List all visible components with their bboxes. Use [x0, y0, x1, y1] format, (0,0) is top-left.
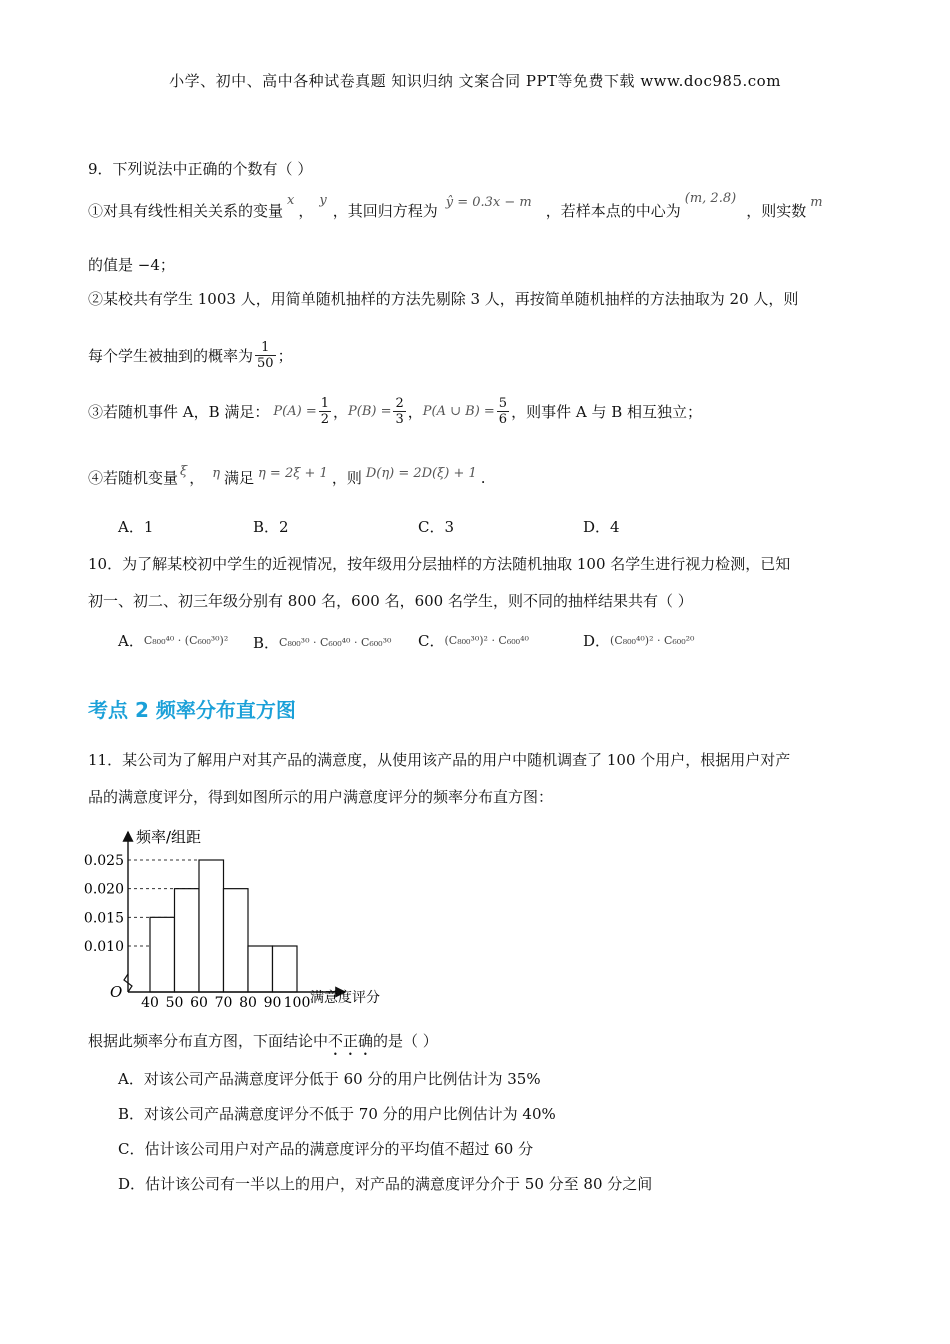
q10-line-2: 初一、初二、初三年级分别有 800 名，600 名，600 名学生，则不同的抽样结果共有（ ） [88, 592, 693, 610]
q10-option-c[interactable] [418, 630, 529, 651]
q10-option-a[interactable] [118, 630, 228, 651]
y-tick-label: 0.015 [83, 910, 124, 927]
combination-expression: (C₈₀₀³⁰)² · C₆₀₀⁴⁰ [444, 634, 529, 647]
regression-equation: ŷ = 0.3x − m [445, 195, 532, 210]
histogram-bar-50-60 [175, 889, 200, 992]
variance-equation: D(η) = 2D(ξ) + 1 [365, 466, 477, 481]
pu-fraction [497, 396, 509, 427]
x-tick-label: 40 [141, 995, 159, 1011]
q11-option-a[interactable]: A．对该公司产品满意度评分低于 60 分的用户比例估计为 35% [118, 1070, 541, 1088]
histogram-bar-40-50 [150, 917, 175, 992]
q11-line-2: 品的满意度评分，得到如图所示的用户满意度评分的频率分布直方图： [88, 788, 554, 806]
y-axis-label: 频率/组距 [136, 828, 202, 846]
q9-option-a[interactable]: A．1 [118, 518, 154, 536]
pb-label: P(B) = [348, 404, 392, 419]
s1-text-b: ，其回归方程为 [332, 202, 438, 220]
histogram-bar-90-100 [273, 946, 298, 992]
q9-statement-3 [88, 396, 702, 427]
x-tick-label: 80 [239, 995, 257, 1011]
s4-text-b: 满足 [224, 469, 255, 487]
combination-expression: C₈₀₀⁴⁰ · (C₆₀₀³⁰)² [143, 634, 229, 647]
q11-prompt [88, 1030, 438, 1059]
x-tick-label: 90 [263, 995, 282, 1011]
s4-text-c: ，则 [331, 469, 362, 487]
page-header[interactable]: 小学、初中、高中各种试卷真题 知识归纳 文案合同 PPT等免费下载 www.doc985.com [169, 72, 781, 90]
sample-center: (m, 2.8) [684, 191, 737, 206]
q10-option-b[interactable] [253, 632, 391, 653]
pu-den: 6 [498, 412, 508, 427]
q11-option-b[interactable]: B．对该公司产品满意度评分不低于 70 分的用户比例估计为 40% [118, 1105, 556, 1123]
histogram-bar-80-90 [248, 946, 273, 992]
pb-num: 2 [395, 396, 404, 411]
q9-statement-1 [88, 191, 823, 221]
s3-sep-2: ， [407, 403, 423, 421]
s1-text-c: ，若样本点的中心为 [545, 202, 681, 220]
x-axis-label: 满意度评分 [310, 990, 380, 1006]
fraction-denominator: 50 [257, 356, 274, 371]
s2-end: ； [277, 347, 293, 365]
q11-option-c[interactable]: C．估计该公司用户对产品的满意度评分的平均值不超过 60 分 [118, 1140, 534, 1158]
x-tick-label: 100 [283, 995, 311, 1011]
histogram-bar-70-80 [224, 889, 249, 992]
option-letter: A． [118, 632, 144, 650]
option-letter: D． [583, 632, 611, 650]
q9-option-c[interactable]: C．3 [418, 518, 455, 536]
s3-end: ，则事件 A 与 B 相互独立； [511, 403, 703, 421]
q11-line-1: 11．某公司为了解用户对其产品的满意度，从使用该产品的用户中随机调查了 100 个用户，根据用户对产 [88, 751, 791, 769]
fraction-numerator: 1 [255, 340, 276, 356]
q10-option-d[interactable] [583, 630, 694, 651]
y-tick-label: 0.025 [83, 853, 124, 869]
var-xi: ξ [180, 464, 188, 479]
y-tick-label: 0.020 [83, 881, 124, 898]
pa-num: 1 [320, 396, 329, 411]
pa-den: 2 [320, 412, 329, 427]
q9-option-d[interactable]: D．4 [583, 518, 620, 536]
s4-end: . [480, 469, 486, 487]
q9-statement-4 [88, 464, 486, 488]
histogram-bar-60-70 [199, 860, 224, 992]
prompt-text-b: 的是（ ） [373, 1032, 438, 1050]
pa-label: P(A) = [273, 404, 317, 419]
var-x: x [287, 193, 295, 208]
x-tick-label: 60 [190, 995, 208, 1011]
q9-option-b[interactable]: B．2 [253, 518, 289, 536]
q9-statement-2b [88, 340, 293, 371]
s1-text-d: ，则实数 [746, 202, 807, 220]
q10-line-1: 10．为了解某校初中学生的近视情况，按年级用分层抽样的方法随机抽取 100 名学生进行视力检测，已知 [88, 555, 791, 573]
var-y: y [319, 193, 327, 208]
prompt-text-a: 根据此频率分布直方图，下面结论中 [88, 1032, 329, 1050]
s3-sep-1: ， [333, 403, 349, 421]
pu-label: P(A ∪ B) = [422, 404, 495, 419]
pb-fraction [393, 396, 405, 427]
pa-fraction [319, 396, 331, 427]
y-tick-label: 0.010 [83, 939, 124, 955]
option-letter: B． [253, 634, 280, 652]
prob-fraction [255, 340, 276, 371]
s3-text-a: ③若随机事件 A，B 满足： [88, 403, 270, 421]
s4-text-a: ④若随机变量 [88, 469, 179, 487]
s4-comma: ， [189, 469, 205, 487]
x-tick-label: 70 [214, 995, 233, 1011]
frequency-histogram [83, 822, 420, 1012]
x-tick-label: 50 [165, 995, 184, 1011]
s2-text-b: 每个学生被抽到的概率为 [88, 347, 254, 365]
pb-den: 3 [395, 412, 404, 427]
emphasis-text: 不正确 [328, 1032, 374, 1050]
option-letter: C． [418, 632, 445, 650]
s1-comma: ， [298, 202, 314, 220]
q11-option-d[interactable]: D．估计该公司有一半以上的用户，对产品的满意度评分介于 50 分至 80 分之间 [118, 1175, 653, 1193]
var-m: m [810, 195, 823, 210]
origin-label: O [110, 983, 123, 1001]
combination-expression: C₈₀₀³⁰ · C₆₀₀⁴⁰ · C₆₀₀³⁰ [279, 636, 392, 649]
pu-num: 5 [498, 396, 508, 411]
s1-text-a: ①对具有线性相关关系的变量 [88, 202, 284, 220]
combination-expression: (C₈₀₀⁴⁰)² · C₆₀₀²⁰ [610, 634, 695, 647]
eta-equation: η = 2ξ + 1 [258, 466, 328, 481]
s1-text-e: 的值是 −4； [88, 256, 175, 274]
var-eta: η [212, 466, 220, 481]
q9-stem: 9．下列说法中正确的个数有（ ） [88, 160, 313, 178]
q9-statement-2: ②某校共有学生 1003 人，用简单随机抽样的方法先剔除 3 人，再按简单随机抽样的方法抽取为 20 人，则 [88, 290, 799, 308]
section-heading: 考点 2 频率分布直方图 [88, 698, 296, 722]
